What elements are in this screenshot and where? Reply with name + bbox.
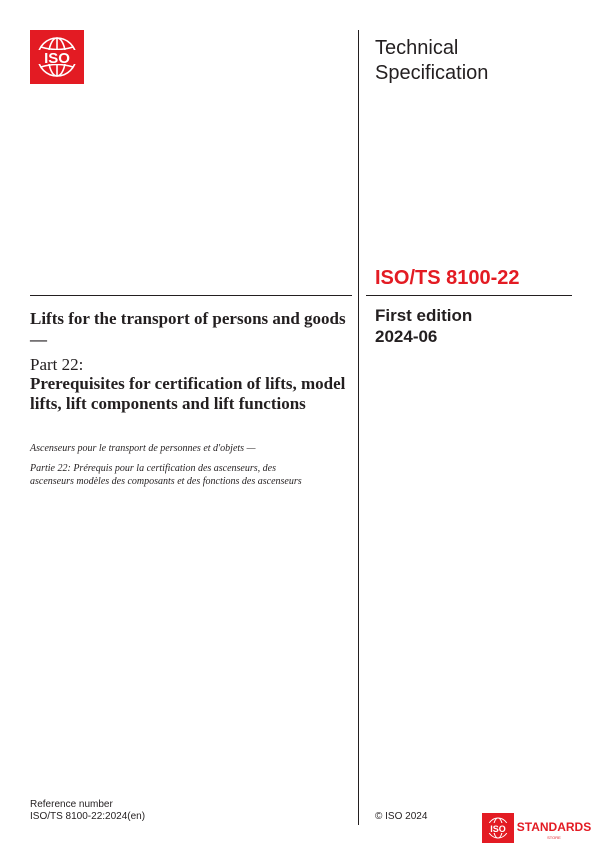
store-label: STANDARDS: [516, 820, 592, 834]
main-title: Lifts for the transport of persons and goods —: [30, 309, 346, 349]
iso-logo: [30, 30, 84, 84]
vertical-divider: [358, 30, 359, 825]
standards-store-badge: [482, 813, 592, 843]
document-number: ISO/TS 8100-22: [375, 267, 520, 289]
horizontal-divider-right: [366, 295, 572, 296]
publication-date: 2024-06: [375, 327, 438, 346]
document-type: [375, 36, 488, 86]
french-part-title: Partie 22: Prérequis pour la certification des ascenseurs, des ascenseurs modèles des composants et des fonctions des ascenseurs: [30, 463, 302, 487]
french-title: Ascenseurs pour le transport de personnes et d'objets —: [30, 443, 256, 454]
document-type-line1: Technical: [375, 37, 459, 59]
store-sublabel: STORE: [547, 835, 561, 840]
document-type-line2: Specification: [375, 62, 489, 84]
reference-number: ISO/TS 8100-22:2024(en): [30, 811, 146, 822]
logo-text: ISO: [44, 50, 70, 67]
store-logo-text: ISO: [490, 824, 506, 834]
part-label: Part 22:: [30, 355, 84, 374]
copyright: © ISO 2024: [375, 811, 428, 822]
part-title: Prerequisites for certification of lifts, model lifts, lift components and lift functions: [30, 374, 346, 413]
reference-label: Reference number: [30, 799, 113, 810]
horizontal-divider-left: [30, 295, 352, 296]
edition: First edition: [375, 306, 473, 325]
edition-block: [375, 305, 472, 347]
